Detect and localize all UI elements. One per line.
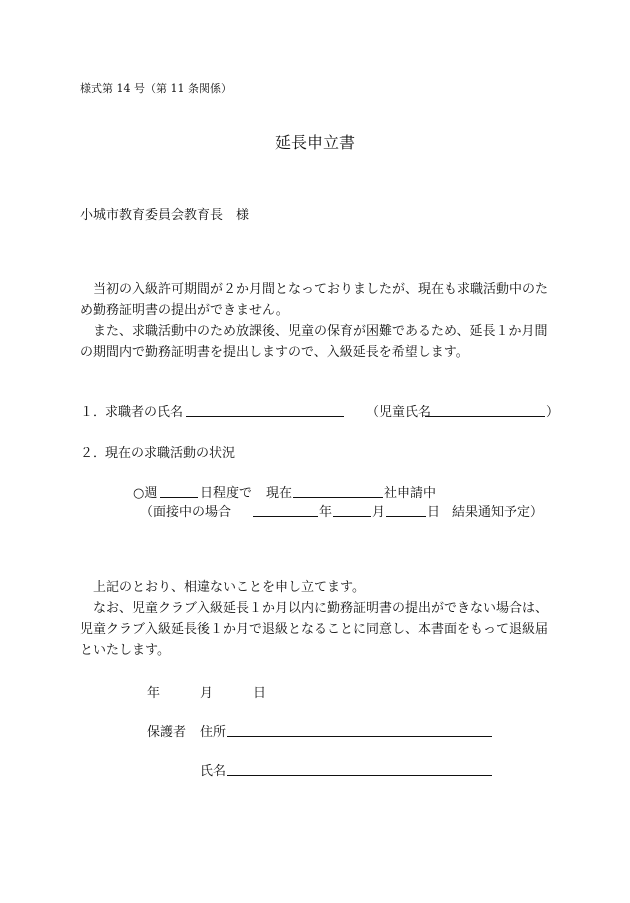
guardian-address-line[interactable]	[227, 721, 492, 737]
interview-month-line[interactable]	[333, 501, 371, 517]
interview-suffix: 結果通知予定）	[452, 505, 544, 520]
item-2-label: 現在の求職活動の状況	[105, 446, 236, 461]
guardian-label: 保護者	[147, 725, 187, 740]
interview-day-line[interactable]	[386, 501, 426, 517]
child-name-close: ）	[546, 405, 560, 420]
status-current-text: 現在	[266, 486, 293, 501]
child-name-line[interactable]	[425, 401, 545, 417]
status-week-prefix: ○週	[133, 486, 158, 501]
paragraph-4: なお、児童クラブ入級延長１か月以内に勤務証明書の提出ができない場合は、児童クラブ入級延長後１か月で退級となることに同意し、本書面をもって退級届といたします。	[80, 601, 549, 658]
interview-year-label: 年	[319, 505, 333, 520]
guardian-name-label: 氏名	[200, 764, 227, 779]
guardian-address-label: 住所	[200, 725, 227, 740]
companies-count-line[interactable]	[293, 482, 383, 498]
document-title: 延長申立書	[274, 133, 355, 152]
item-1-number: １．	[80, 405, 107, 420]
interview-prefix: （面接中の場合	[140, 505, 232, 520]
addressee: 小城市教育委員会教育長 様	[80, 208, 250, 223]
days-per-week-line[interactable]	[160, 482, 198, 498]
child-name-open: （児童氏名	[366, 405, 432, 420]
paragraph-1: 当初の入級許可期間が２か月間となっておりましたが、現在も求職活動中のため勤務証明書の提出ができません。	[80, 282, 549, 318]
item-2-number: ２．	[80, 446, 107, 461]
paragraph-2: また、求職活動中のため放課後、児童の保育が困難であるため、延長１か月間の期間内で勤務証明書を提出しますので、入級延長を希望します。	[80, 324, 548, 360]
date-day-label: 日	[253, 686, 267, 701]
guardian-name-line[interactable]	[227, 760, 492, 776]
date-month-label: 月	[200, 686, 214, 701]
interview-month-label: 月	[372, 505, 386, 520]
status-days-text: 日程度で	[200, 486, 253, 501]
job-seeker-name-line[interactable]	[186, 401, 344, 417]
item-1-label: 求職者の氏名	[105, 405, 184, 420]
interview-year-line[interactable]	[253, 501, 318, 517]
date-year-label: 年	[147, 686, 161, 701]
status-companies-text: 社申請中	[384, 486, 437, 501]
paragraph-3: 上記のとおり、相違ないことを申し立てます。	[80, 580, 365, 595]
interview-day-label: 日	[427, 505, 441, 520]
form-number: 様式第 14 号（第 11 条関係）	[80, 82, 232, 95]
